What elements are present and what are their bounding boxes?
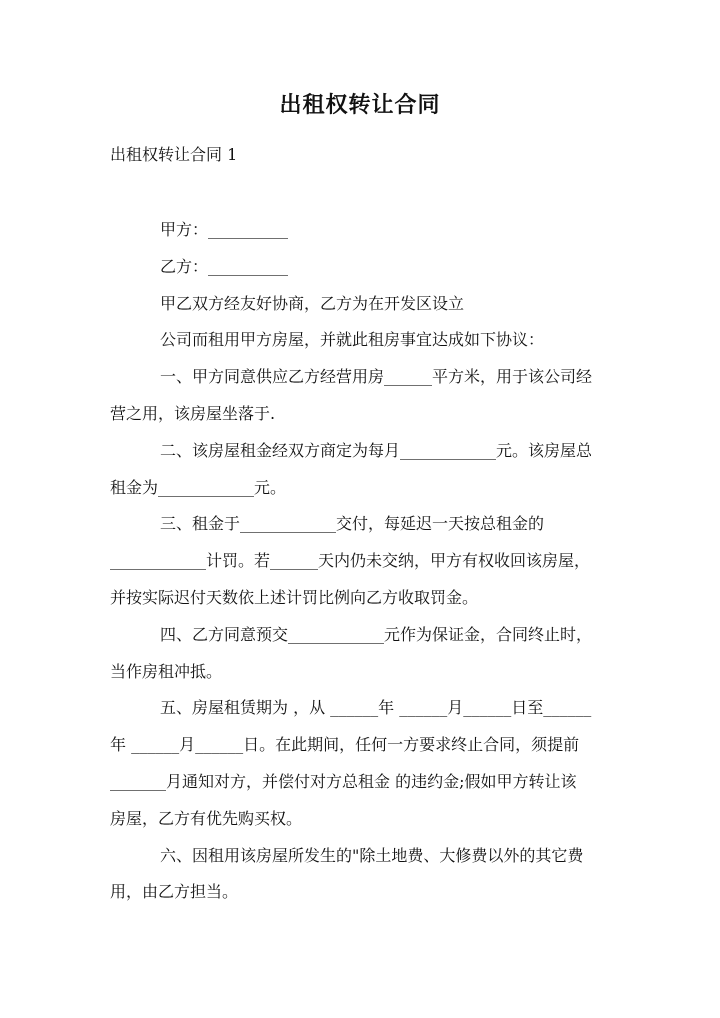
clause-6-line: 六、因租用该房屋所发生的"除土地费、大修费以外的其它费 [160,845,584,865]
clause-4-line: 当作房租冲抵。 [110,661,223,681]
clause-4-line: 四、乙方同意预交____________元作为保证金，合同终止时， [160,624,593,644]
clause-1-line: 营之用，该房屋坐落于. [110,403,276,423]
clause-5-line: 年 ______月______日。在此期间，任何一方要求终止合同，须提前 [110,735,580,755]
clause-1-line: 一、甲方同意供应乙方经营用房______平方米，用于该公司经 [160,367,593,387]
clause-3-line: 并按实际迟付天数依上述计罚比例向乙方收取罚金。 [110,587,479,607]
party-a-line: 甲方：__________ [160,220,289,239]
clause-2-line: 租金为____________元。 [110,477,287,497]
paragraph-line: 公司而租用甲方房屋，并就此租房事宜达成如下协议： [160,330,545,350]
document-subtitle: 出租权转让合同 1 [110,145,238,164]
document-body [110,212,610,911]
clause-5-line: _______月通知对方，并偿付对方总租金 的违约金;假如甲方转让该 [110,771,577,791]
paragraph-line: 甲乙双方经友好协商，乙方为在开发区设立 [160,293,465,313]
clause-2-line: 二、该房屋租金经双方商定为每月____________元。该房屋总 [160,440,593,460]
document-title: 出租权转让合同 [279,92,441,118]
clause-5-line: 五、房屋租赁期为 ，从 ______年 ______月______日至______ [160,698,592,718]
party-b-line: 乙方：__________ [160,256,289,276]
clause-6-line: 用，由乙方担当。 [110,882,239,902]
clause-3-line: 三、租金于____________交付，每延迟一天按总租金的 [160,514,545,534]
clause-5-line: 房屋，乙方有优先购买权。 [110,808,303,828]
clause-3-line: ____________计罚。若______天内仍未交纳，甲方有权收回该房屋， [110,551,591,571]
